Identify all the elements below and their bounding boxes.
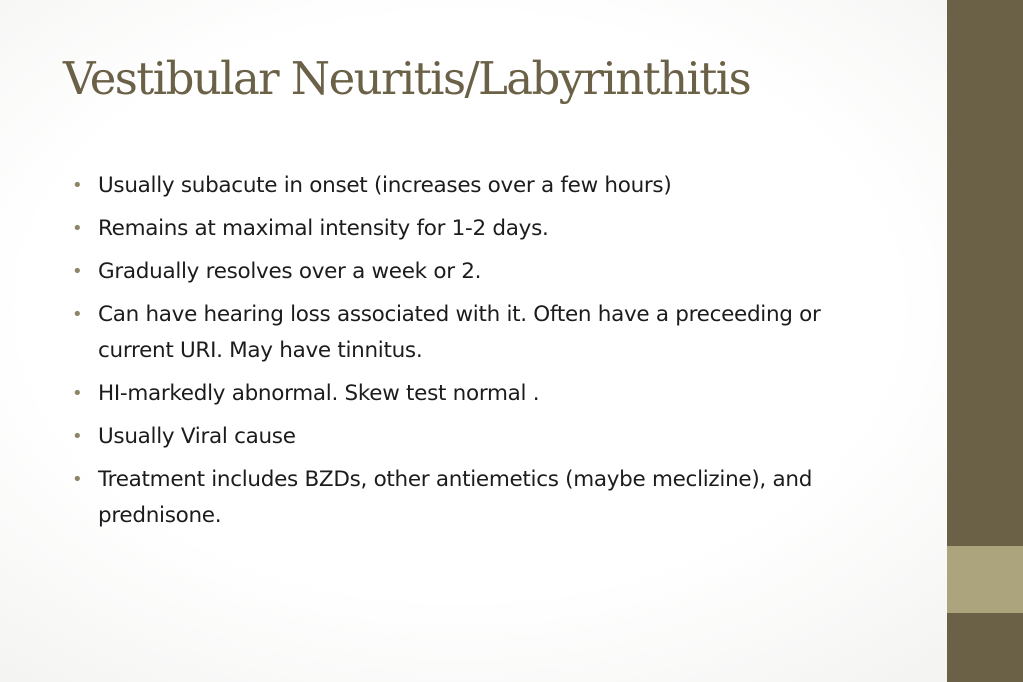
bullet-dot-icon: • [72,218,83,239]
bullet-text: Can have hearing loss associated with it. Often have a preceeding or current URI. May have tinnitus. [98,302,821,363]
bullet-dot-icon: • [72,261,83,282]
decorative-sidebar-accent [947,546,1023,613]
bullet-list [72,168,902,541]
bullet-dot-icon: • [72,175,83,196]
bullet-dot-icon: • [72,426,83,447]
bullet-item [72,376,902,412]
bullet-text: Usually subacute in onset (increases over a few hours) [98,173,672,198]
bullet-item [72,297,902,369]
bullet-item [72,419,902,455]
bullet-text: Gradually resolves over a week or 2. [98,259,482,284]
bullet-item [72,254,902,290]
slide-title: Vestibular Neuritis/Labyrinthitis [63,52,751,105]
bullet-dot-icon: • [72,383,83,404]
bullet-item [72,462,902,534]
bullet-item [72,168,902,204]
bullet-text: HI-markedly abnormal. Skew test normal . [98,381,540,406]
bullet-text: Treatment includes BZDs, other antiemetics (maybe meclizine), and prednisone. [98,467,813,528]
bullet-dot-icon: • [72,304,83,325]
bullet-text: Remains at maximal intensity for 1-2 days. [98,216,549,241]
bullet-dot-icon: • [72,469,83,490]
bullet-text: Usually Viral cause [98,424,296,449]
bullet-item [72,211,902,247]
